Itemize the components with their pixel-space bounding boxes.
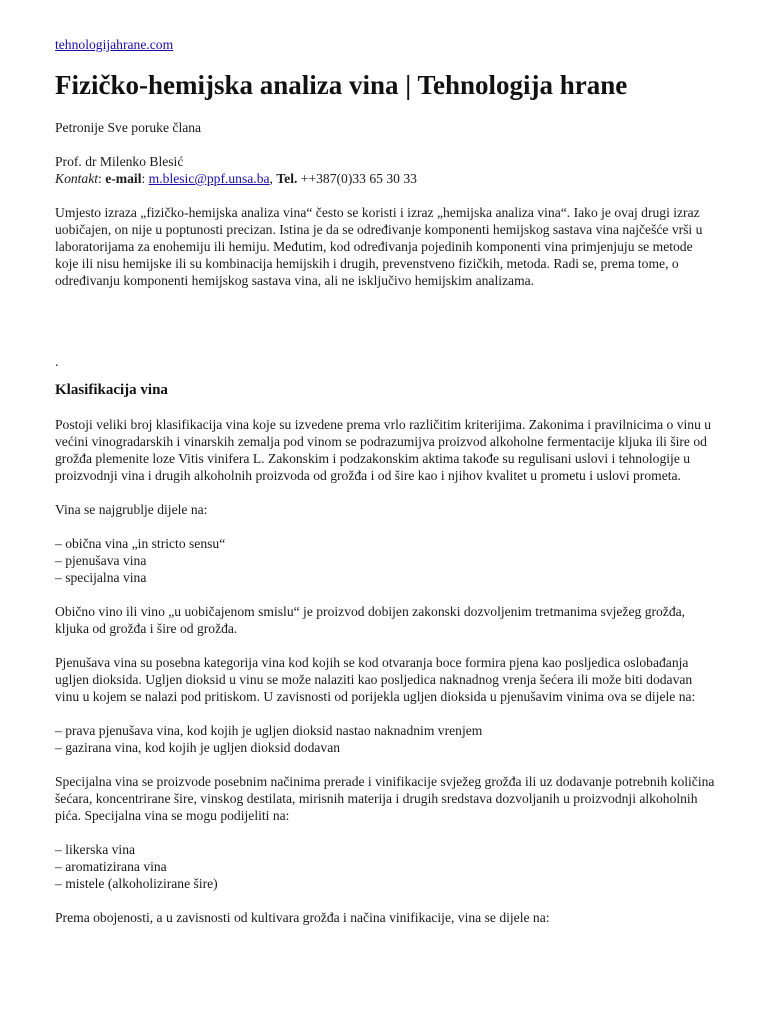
intro-paragraph: Umjesto izraza „fizičko-hemijska analiza vina“ često se koristi i izraz „hemijska analiza vina“. Iako je ovaj drugi izraz uobičajen, on nije u poptunosti precizan. Istina je da se određivanje komponenti hemijskog sastava vina najčešće vrši u laboratorijama za enohemiju ili hemiju. Međutim, kod određivanja pojedinih komponenti vina primjenjuju se metode koje ili nisu hemijske ili su kombinacija hemijskih i drugih, prevenstveno fizičkih, metoda. Radi se, prema tome, o određivanju komponenti hemijskog sastava vina, ali ne isključivo hemijskim analizama. (55, 205, 703, 288)
list-item: – prava pjenušava vina, kod kojih je ugljen dioksid nastao naknadnim vrenjem (55, 723, 483, 738)
contact-block: Prof. dr Milenko Blesić Kontakt: e-mail: m.blesic@ppf.unsa.ba, Tel. ++387(0)33 65 30 33 (55, 154, 417, 186)
sparkling-types-list (55, 722, 716, 756)
section-paragraph-3: Obično vino ili vino „u uobičajenom smislu“ je proizvod dobijen zakonski dozvoljenim tretmanima svježeg grožđa, kljuka od grožđa i šire od grožđa. (55, 604, 686, 636)
spacer (55, 306, 716, 335)
author-byline: Petronije Sve poruke člana (55, 120, 202, 135)
tel-label: Tel. (276, 171, 298, 186)
email-link[interactable]: m.blesic@ppf.unsa.ba (148, 171, 270, 186)
list-item: – specijalna vina (55, 570, 147, 585)
section-paragraph-5: Specijalna vina se proizvode posebnim načinima prerade i vinifikacije svježeg grožđa ili uz dodavanje potrebnih količina šećara, koncentrirane šire, vinskog destilata, mirisnih materija i drugih sredstava dozvoljanih u proizvodnji alkoholnih pića. Specijalna vina se mogu podijeliti na: (55, 774, 715, 823)
contact-name: Prof. dr Milenko Blesić (55, 154, 184, 169)
section-paragraph-4: Pjenušava vina su posebna kategorija vina kod kojih se kod otvaranja boce formira pjena kao posljedica oslobađanja ugljen dioksida. Ugljen dioksid u vinu se može nalaziti kao posljedica naknadnog vrenja šećera ili može biti dodavan vinu u kojem se nalazi pod pritiskom. U zavisnosti od porijekla ugljen dioksida u pjenušavim vinima ova se dijele na: (55, 655, 696, 704)
separator-dot: . (55, 354, 59, 369)
list-item: – gazirana vina, kod kojih je ugljen dioksid dodavan (55, 740, 341, 755)
list-item: – obična vina „in stricto sensu“ (55, 536, 226, 551)
section-paragraph-1: Postoji veliki broj klasifikacija vina koje su izvedene prema vrlo različitim kriterijima. Zakonima i pravilnicima o vinu u većini vinogradarskih i vinarskih zemalja pod vinom se podrazumijva proizvod alkoholne fermentacije kljuka ili šire od grožđa plemenite loze Vitis vinifera L. Zakonskim i podzakonskim aktima takođe su regulisani uslovi i tehnologije u proizvodnji vina i drugih alkoholnih proizvoda od grožđa i od šire kao i njihov kvalitet u prometu i uslovi prometa. (55, 417, 712, 483)
section-paragraph-6: Prema obojenosti, a u zavisnosti od kultivara grožđa i načina vinifikacije, vina se dijele na: (55, 910, 550, 925)
contact-label: Kontakt (55, 171, 99, 186)
list-item: – pjenušava vina (55, 553, 147, 568)
page-title: Fizičko-hemijska analiza vina | Tehnologija hrane (55, 70, 628, 100)
list-item: – likerska vina (55, 842, 136, 857)
wine-types-list (55, 535, 716, 586)
list-item: – aromatizirana vina (55, 859, 167, 874)
site-link[interactable]: tehnologijahrane.com (55, 37, 174, 52)
tel-number: ++387(0)33 65 30 33 (300, 171, 417, 186)
special-types-list (55, 841, 716, 892)
list-item: – mistele (alkoholizirane šire) (55, 876, 218, 891)
section-heading: Klasifikacija vina (55, 382, 168, 398)
section-paragraph-2: Vina se najgrublje dijele na: (55, 502, 208, 517)
contact-colon: : (98, 171, 106, 186)
email-label: e-mail (105, 171, 142, 186)
